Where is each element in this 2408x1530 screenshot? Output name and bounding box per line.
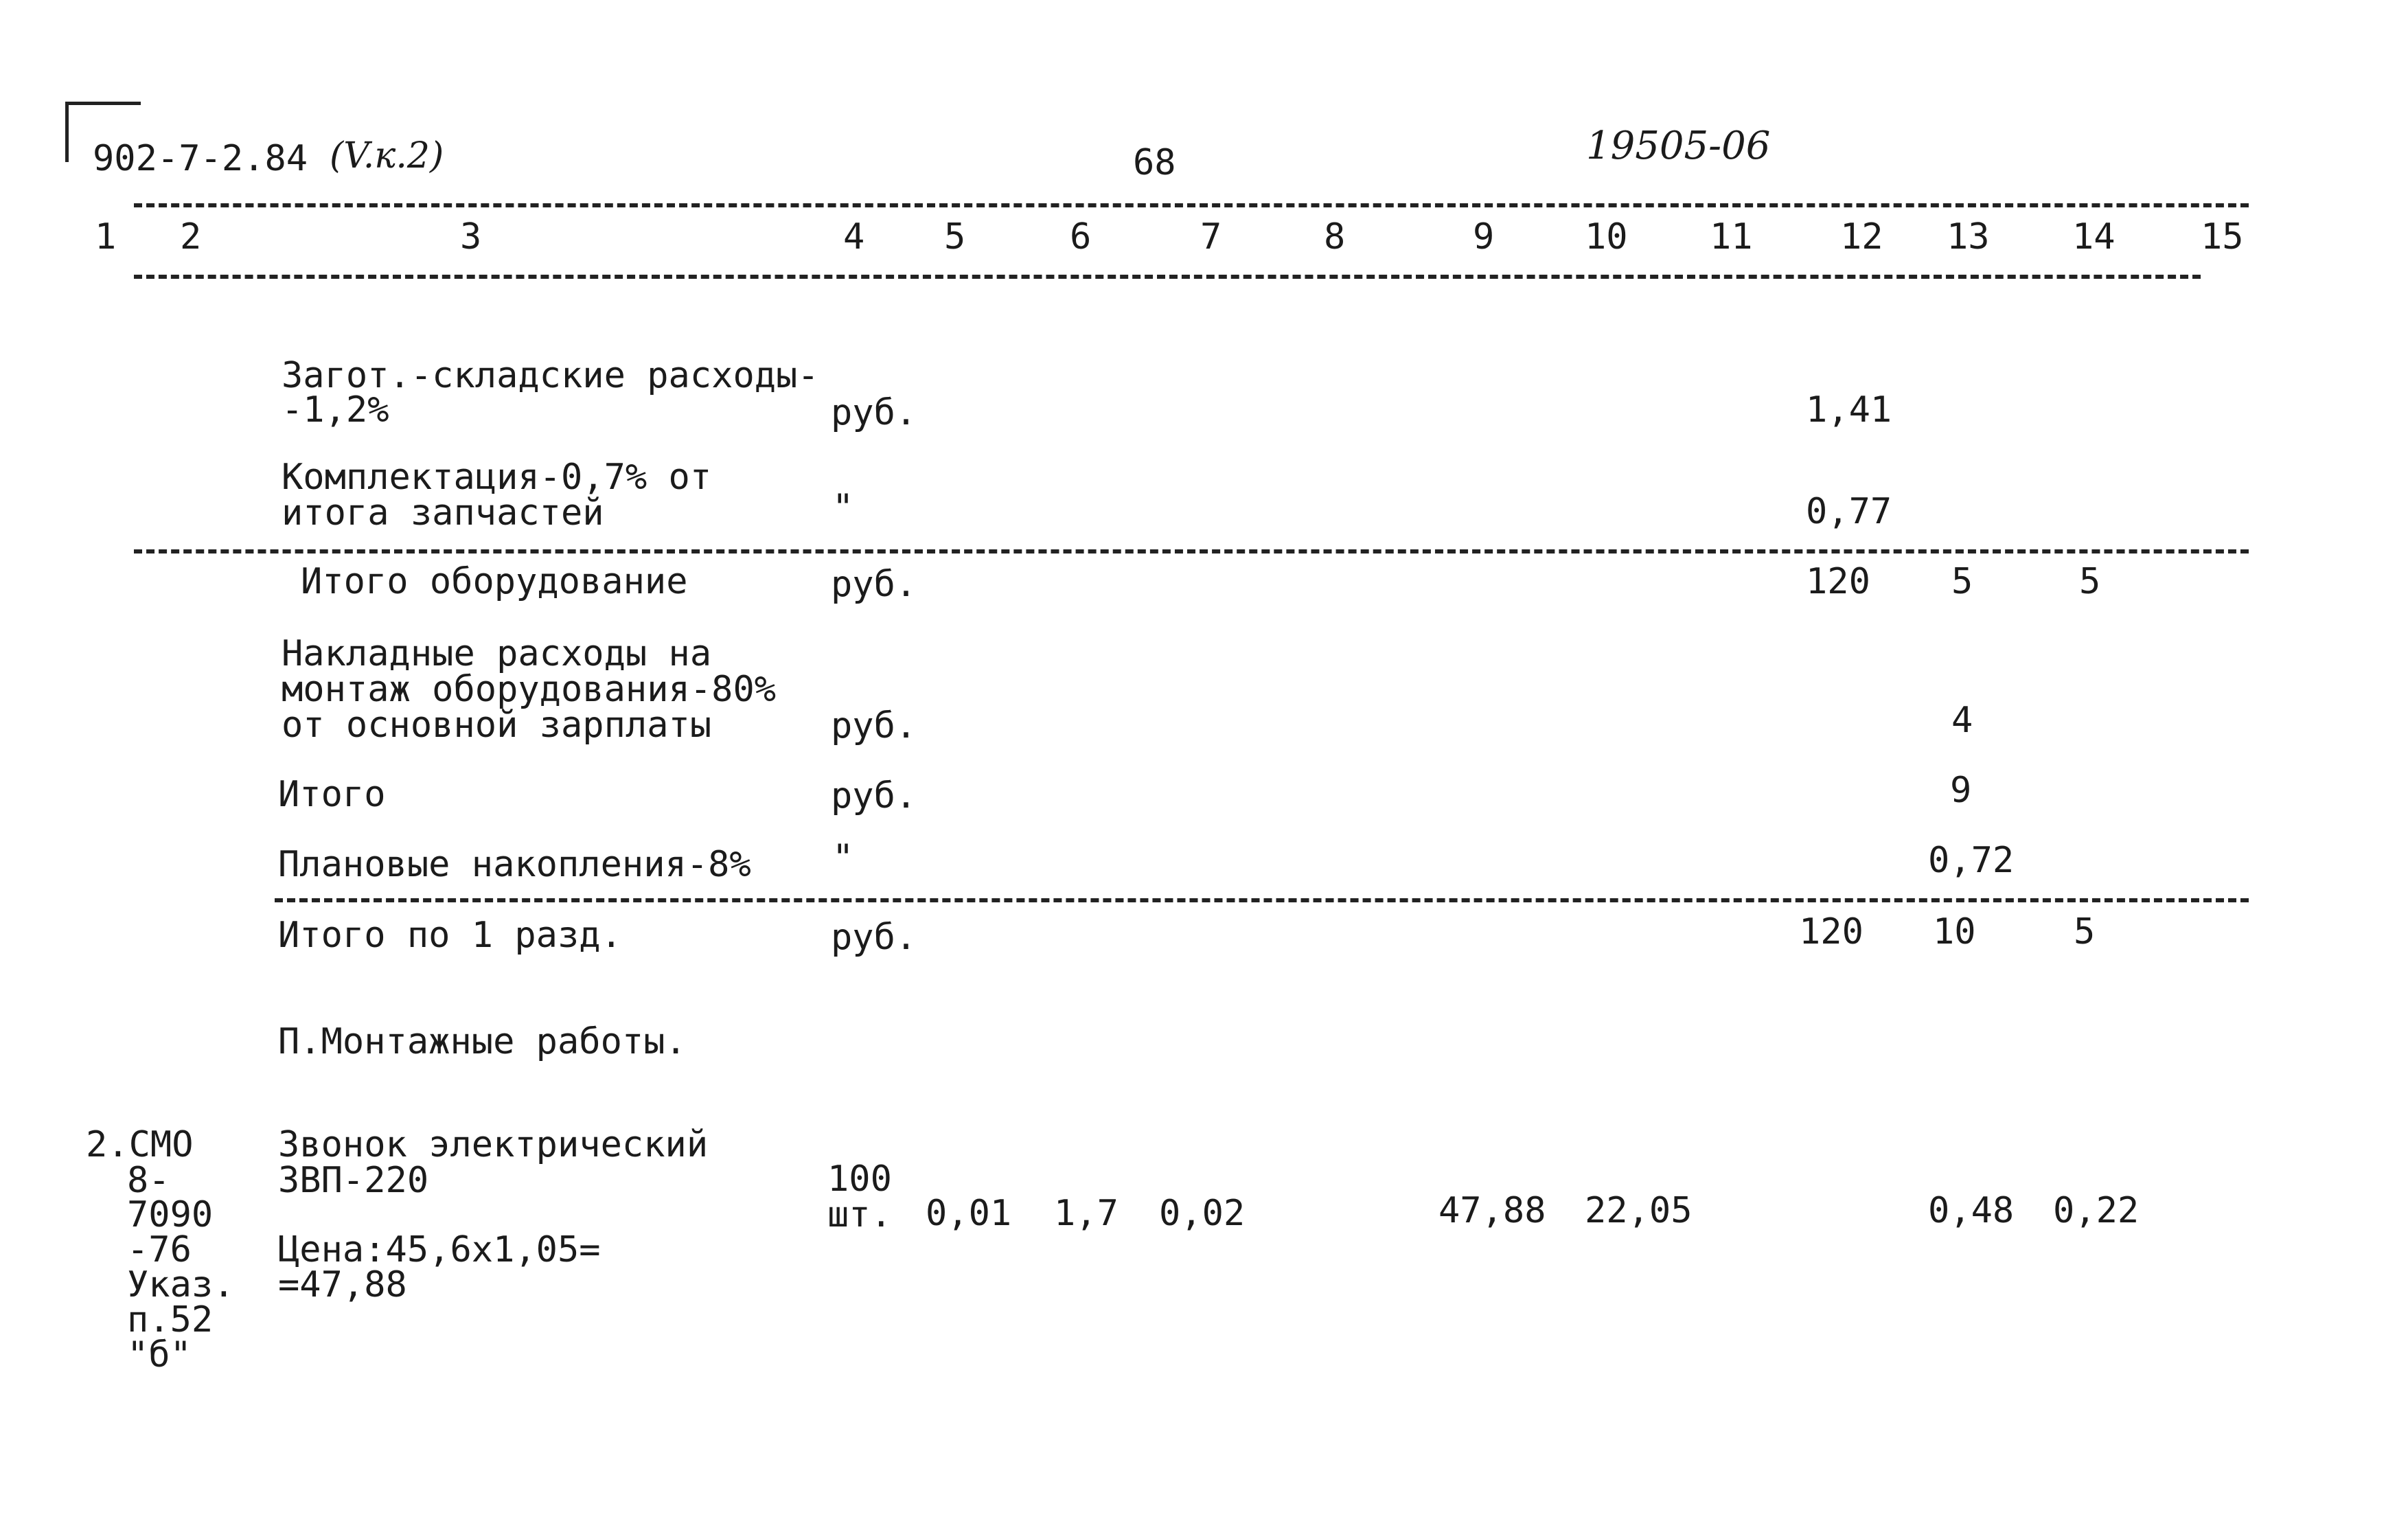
volume-reference: (V.к.2)	[330, 135, 444, 176]
row-unit: руб.	[831, 775, 917, 817]
row-name: Итого оборудование	[301, 561, 688, 602]
column-number-12: 12	[1840, 216, 1883, 258]
item-number-line: "б"	[127, 1334, 192, 1375]
item-number-line: п.52	[127, 1299, 214, 1340]
section-total-divider	[275, 898, 2249, 902]
row-unit: руб.	[831, 705, 917, 746]
row-col14-value: 5	[2074, 911, 2096, 952]
row-col12-value: 0,77	[1806, 491, 1892, 532]
column-number-9: 9	[1473, 216, 1495, 258]
column-number-7: 7	[1200, 216, 1222, 258]
corner-mark-vertical	[65, 102, 69, 162]
row-name: Итого	[278, 774, 386, 815]
row-name-line: монтаж оборудования-80%	[282, 669, 777, 710]
column-number-2: 2	[180, 216, 202, 258]
item-col6-value: 1,7	[1054, 1193, 1119, 1234]
item-number-line: -76	[127, 1229, 192, 1270]
handwritten-number: 19505-06	[1586, 124, 1771, 168]
item-price-line: Цена:45,6х1,05=	[278, 1229, 601, 1270]
row-col13-value: 4	[1951, 700, 1973, 741]
column-number-6: 6	[1070, 216, 1092, 258]
row-col12-value: 1,41	[1806, 389, 1892, 431]
item-col10-value: 22,05	[1585, 1190, 1693, 1231]
subtotal-divider	[134, 549, 2249, 553]
column-number-15: 15	[2201, 216, 2244, 258]
row-name-line: итога запчастей	[282, 492, 604, 534]
row-name: Плановые накопления-8%	[278, 844, 751, 885]
item-col13-value: 0,48	[1928, 1190, 2015, 1231]
row-unit: "	[832, 837, 854, 878]
row-name-line: Комплектация-0,7% от	[282, 457, 712, 498]
row-col13-value: 9	[1950, 770, 1972, 811]
row-name: Итого по 1 разд.	[278, 915, 622, 956]
row-col13-value: 0,72	[1928, 840, 2015, 881]
corner-mark-horizontal	[65, 102, 141, 105]
item-number-line: 8-	[127, 1160, 170, 1201]
column-number-1: 1	[95, 216, 117, 258]
page-number: 68	[1133, 142, 1176, 183]
item-name-line: ЗВП-220	[278, 1160, 429, 1201]
row-name-line: от основной зарплаты	[282, 705, 712, 746]
column-number-14: 14	[2072, 216, 2115, 258]
item-number-line: 7090	[127, 1194, 214, 1235]
row-name-line: -1,2%	[282, 389, 389, 431]
column-number-8: 8	[1324, 216, 1346, 258]
item-col7-value: 0,02	[1159, 1193, 1246, 1234]
item-number-line: Указ.	[127, 1264, 235, 1305]
column-number-4: 4	[843, 216, 865, 258]
row-name-line: Загот.-складские расходы-	[282, 355, 819, 396]
column-number-11: 11	[1710, 216, 1753, 258]
item-price-line: =47,88	[278, 1264, 407, 1305]
column-number-10: 10	[1585, 216, 1628, 258]
row-col12-value: 120	[1806, 561, 1870, 602]
row-col13-value: 5	[1951, 561, 1973, 602]
item-unit-line: шт.	[827, 1194, 892, 1235]
row-name-line: Накладные расходы на	[282, 633, 712, 674]
row-unit: руб.	[831, 392, 917, 433]
document-code: 902-7-2.84	[93, 138, 308, 179]
header-divider-bottom	[134, 275, 2201, 279]
row-unit: руб.	[831, 917, 917, 958]
column-number-13: 13	[1947, 216, 1990, 258]
column-number-3: 3	[460, 216, 482, 258]
column-number-5: 5	[944, 216, 966, 258]
item-col9-value: 47,88	[1438, 1190, 1546, 1231]
item-name-line: Звонок электрический	[278, 1124, 709, 1165]
row-unit: "	[832, 487, 854, 528]
item-col14-value: 0,22	[2053, 1190, 2140, 1231]
row-col14-value: 5	[2079, 561, 2101, 602]
item-unit-line: 100	[827, 1158, 892, 1200]
section-title: П.Монтажные работы.	[278, 1021, 687, 1062]
row-col12-value: 120	[1799, 911, 1864, 952]
item-number-line: 2.СМО	[86, 1124, 194, 1165]
header-divider-top	[134, 203, 2249, 207]
item-col5-value: 0,01	[926, 1193, 1012, 1234]
row-col13-value: 10	[1933, 911, 1976, 952]
row-unit: руб.	[831, 564, 917, 605]
